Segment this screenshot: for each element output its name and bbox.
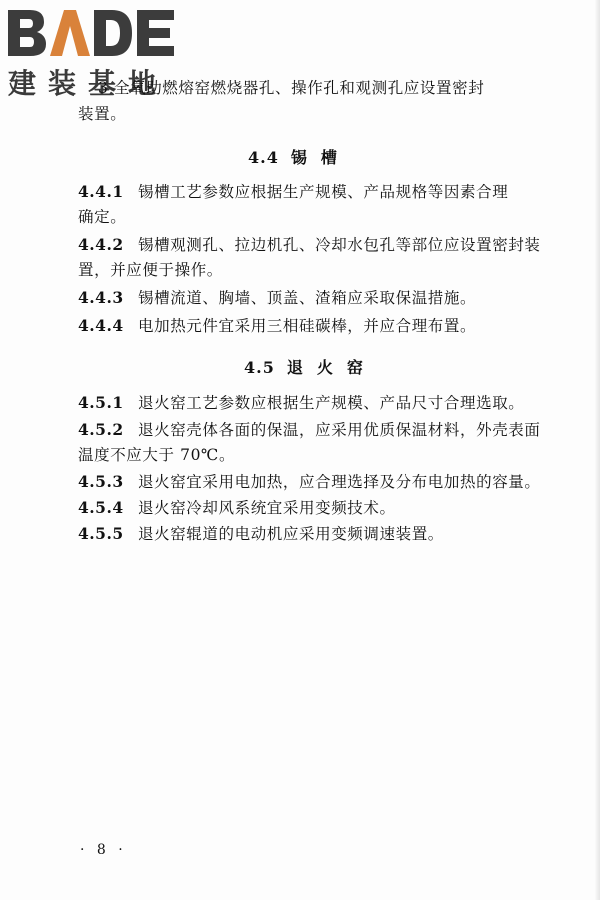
clause-4-5-3 bbox=[78, 472, 541, 492]
clause-number: 4.4.3 bbox=[78, 288, 124, 307]
section-4-5-title: 退火窑 bbox=[286, 358, 377, 377]
section-4-5-number: 4.5 bbox=[244, 358, 275, 377]
section-4-4-title: 锡槽 bbox=[290, 148, 351, 167]
clause-number: 4.5.4 bbox=[78, 498, 124, 517]
section-4-4-heading bbox=[248, 145, 351, 168]
clause-number: 4.5.2 bbox=[78, 420, 124, 439]
clause-number: 4.5.3 bbox=[78, 472, 124, 491]
clause-text: 退火窑冷却风系统宜采用变频技术。 bbox=[138, 499, 396, 517]
clause-4-5-2-cont: 温度不应大于 70℃。 bbox=[78, 446, 236, 464]
clause-text: 锡槽流道、胸墙、顶盖、渣箱应采取保温措施。 bbox=[138, 289, 477, 307]
intro-line-1: 3 全氧助燃熔窑燃烧器孔、操作孔和观测孔应设置密封 bbox=[98, 79, 485, 97]
clause-4-5-1 bbox=[78, 393, 524, 413]
clause-number: 4.4.4 bbox=[78, 316, 124, 335]
clause-4-5-4 bbox=[78, 498, 396, 518]
clause-number: 4.4.2 bbox=[78, 235, 124, 254]
page-number: · 8 · bbox=[80, 842, 127, 858]
clause-4-4-2-cont: 置，并应便于操作。 bbox=[78, 261, 223, 279]
clause-text: 锡槽观测孔、拉边机孔、冷却水包孔等部位应设置密封装 bbox=[138, 236, 541, 254]
clause-text: 退火窑宜采用电加热，应合理选择及分布电加热的容量。 bbox=[138, 473, 541, 491]
bade-logo-subtitle: 建装基地 bbox=[8, 67, 169, 100]
clause-4-4-1 bbox=[78, 182, 508, 202]
clause-4-5-2 bbox=[78, 420, 541, 440]
clause-number: 4.5.5 bbox=[78, 524, 124, 543]
intro-line-2: 装置。 bbox=[78, 105, 127, 123]
clause-text: 退火窑壳体各面的保温，应采用优质保温材料，外壳表面 bbox=[138, 421, 541, 439]
clause-4-5-5 bbox=[78, 524, 444, 544]
section-4-4-number: 4.4 bbox=[248, 148, 279, 167]
clause-4-4-4 bbox=[78, 316, 476, 336]
clause-text: 退火窑辊道的电动机应采用变频调速装置。 bbox=[138, 525, 444, 543]
clause-4-4-1-cont: 确定。 bbox=[78, 208, 127, 226]
clause-number: 4.5.1 bbox=[78, 393, 124, 412]
clause-text: 电加热元件宜采用三相硅碳棒，并应合理布置。 bbox=[138, 317, 477, 335]
clause-text: 锡槽工艺参数应根据生产规模、产品规格等因素合理 bbox=[138, 183, 509, 201]
page-edge-shadow bbox=[594, 0, 600, 900]
clause-number: 4.4.1 bbox=[78, 182, 124, 201]
clause-text: 退火窑工艺参数应根据生产规模、产品尺寸合理选取。 bbox=[138, 394, 525, 412]
bade-logo-wordmark bbox=[6, 4, 178, 60]
clause-4-4-3 bbox=[78, 288, 476, 308]
clause-4-4-2 bbox=[78, 235, 541, 255]
section-4-5-heading bbox=[244, 355, 377, 378]
